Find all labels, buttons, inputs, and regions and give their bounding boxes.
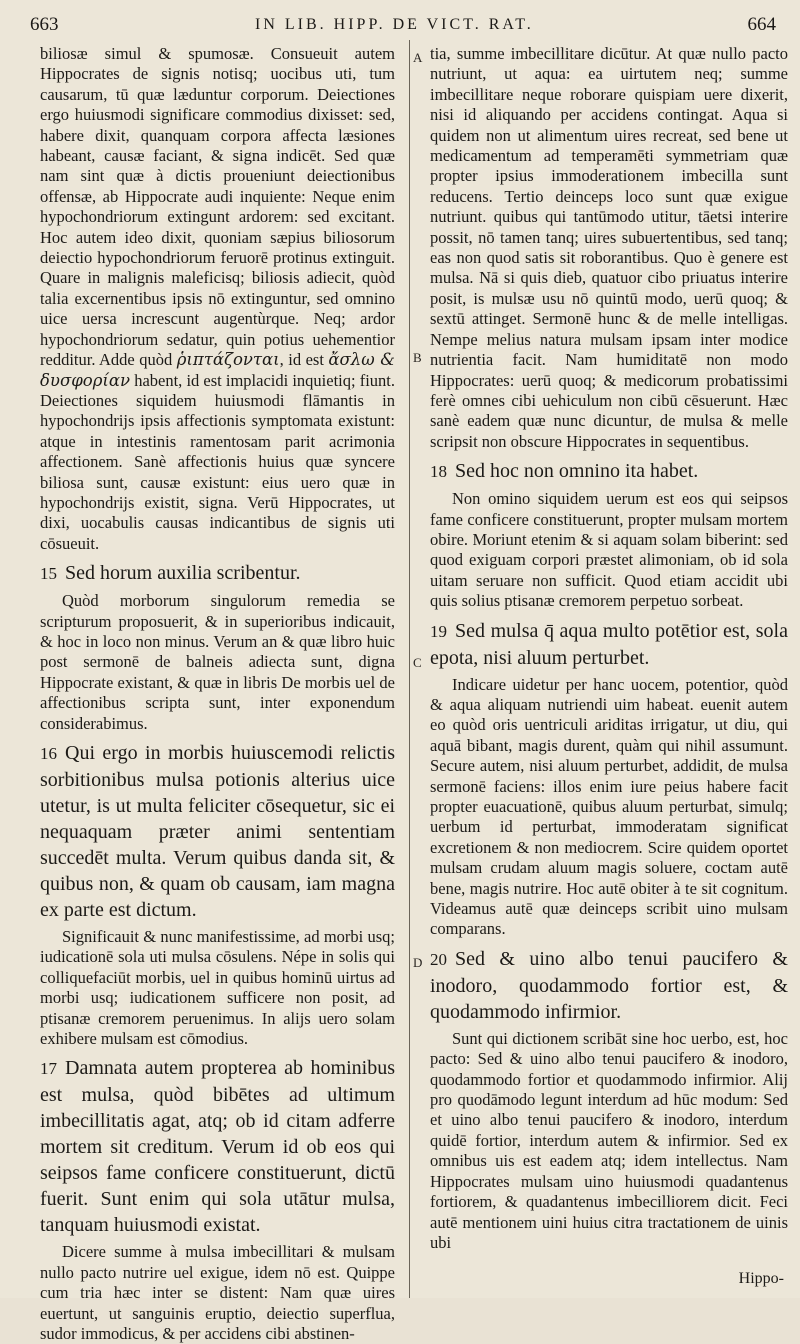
lemma-17 [40,1055,395,1238]
commentary-paragraph: Significauit & nunc manifestissime, ad morbi usq; iudicationē sola uti mulsa cōsulens. Népe in solis qui colliquefaciūt morbis, uel in quibus hominū uirtus ad morbi usq; iudicationem sufficere non posit, ad ptisanæ cremorem peruenimus. In alijs uero solam exhibere mulsam est cōmodius. [40,927,395,1049]
running-title: IN LIB. HIPP. DE VICT. RAT. [255,16,534,33]
column-divider [409,40,410,1298]
commentary-paragraph: Non omino siquidem uerum est eos qui seipsos fame conficere constituerunt, propter mulsam mortem obire. Moriunt etenim & si aquam solam biberint: sed quod exiguam corpori præstet alimoniam, ob id sola uitam seruare non sufficit. Quod etiam accidit ubi quis solius ptisanæ cremorem perpetuo sorbeat. [430,489,788,611]
commentary-paragraph: Dicere summe à mulsa imbecillitari & mulsam nullo pacto nutrire uel exigue, idem nō est. Quippe cum tria hæc inter se distent: Nam quæ uires euertunt, ut sanguinis eruptio, deiectio superflua, sudor immodicus, & per accidens cibi abstinen- [40,1242,395,1344]
commentary-paragraph: tia, summe imbecillitare dicūtur. At quæ nullo pacto nutriunt, ut aqua: ea uirtutem neq; summe imbecillitare neque roborare quispiam uere dixerit, nisi id aliquando per accidens contingat. Aqua si quidem non ut alimentum uires recreat, sed bene ut medicamentum ad temperamēti symmetriam quæ propter ipsius immoderationem imbecilla sunt reducens. Tertio deinceps loco sunt quæ exigue nutriunt. quibus qui tantūmodo utitur, tāetsi interire possit, nō tamen tanq; uires subuertentibus, sed tanq; eas non quod satis sit roborantibus. Quo è genere est mulsa. Nā si quis dieb, quatuor cibo priuatus interire posit, is mulsæ usu nō quintū modo, uerū quoq; & sextū attinget. Sermonē hunc & de melle intelligas. Nempe melius natura mulsam ipsam inter modice nutrientia facit. Nam humiditatē non modo Hippocrates: uerū quoq; & medicorum probatissimi ferè omnes cibi uehiculum non cibū cēsuerunt. Hæc sanè eadem quæ nunc dicuntur, de mulsa & melle scripsit non obscure Hippocrates in sequentibus. [430,44,788,451]
lemma-19 [430,618,788,671]
lemma-number: 19 [430,621,447,641]
commentary-paragraph: biliosæ simul & spumosæ. Consueuit autem Hippocrates de signis notisq; uocibus uti, tum causarum, tū quæ læduntur corporum. Deiectiones ergo huiusmodi significare commodius dixisset: sed, habere dixit, quanquam corpora affecta læsiones habeant, causæ faciant, & signa indicēt. Sed quæ nam sint quæ à dictis proueniunt deiectionibus offensæ, ab Hippocrate audi inquiente: Neque enim hypochondriorum extingunt ardorem: sed excitant. Hoc autem ideo dixit, quoniam sæpius biliosorum deiectio hypochondriorum feruorē protinus extinguit. Quare in malignis maleficisq; biliosis adiecit, quòd talia excernentibus ipsis nō extinguntur, sed omnino uice uersa increscunt augentùrque. Neq; ardor hypochondriorum sedatur, quin potius uehementior redditur. Adde quòd ῥιπτάζονται, id est ἄσλω & δυσφορίαν habent, id est implacidi inquietiq; fiunt. Deiectiones siquidem huiusmodi flāmantis in hypochondrijs ipsis affectionis symptomata existunt: atque in intestinis ramentosam parit acrimonia affectionem. Sanè affectionis huius quæ syncere biliosa sunt, causæ existunt: eius uero quæ in hypochondrijs existit, signa. Verū Hippocrates, ut dixi, uocabulis causas indicantibus de signis uti cōsueuit. [40,44,395,553]
commentary-paragraph: Indicare uidetur per hanc uocem, potentior, quòd & aqua aliquam nutriendi uim habeat. euenit autem eo quòd oris uentriculi ariditas irrigatur, ut diu, qui aquā bibant, magis durent, quàm qui nihil assumunt. Secure autem, nisi aluum perturbet, addidit, de mulsa sermonē faciens: illos enim iure peius habere facit propter euacuationē, quibus aluum perturbat, simulq; uerbum id perturbat, immoderatam significat excretionem & non mediocrem. Scire quidem oportet mulsam crudam aluum magis soluere, coctam autē bene, magis nutrire. Hoc autē obiter à te sit cognitum. Videamus autē quæ deinceps scribit uino mulsam comparans. [430,674,788,939]
lemma-text: Sed hoc non omnino ita habet. [455,460,699,483]
catchword: Hippo- [738,1270,784,1287]
margin-letter-b: B [413,350,422,365]
lemma-text: Sed horum auxilia scribentur. [65,562,301,585]
lemma-16 [40,740,395,923]
lemma-number: 17 [40,1059,57,1079]
lemma-20 [430,946,788,1025]
lemma-15 [40,560,395,587]
left-column [40,44,395,1344]
running-header [30,14,786,40]
lemma-number: 18 [430,462,447,482]
lemma-18 [430,458,788,485]
lemma-text: Qui ergo in morbis huiuscemodi relictis sorbitionibus mulsa potionis alterius uice utetur, is ut multa feliciter cōsequetur, sic ei nequaquam præter animi sententiam succedēt multa. Verum quibus danda sit, & quibus non, & quam ob causam, iam magna ex parte est dictum. [40,742,395,921]
right-column [430,44,788,1253]
lemma-number: 15 [40,564,57,584]
lemma-text: Sed & uino albo tenui paucifero & inodoro, quodammodo fortior est, & quodammodo infirmior. [430,947,788,1023]
margin-letter-c: C [413,655,422,670]
commentary-paragraph: Sunt qui dictionem scribāt sine hoc uerbo, est, hoc pacto: Sed & uino albo tenui paucifero & inodoro, quodammodo fortior et quodammodo infirmior. Alij pro quodāmodo legunt interdum ad hūc modum: Sed et uino albo tenui paucifero & inodoro, interdum quidē fortior, interdum autem & infirmior. Sed ex omnibus uis est eadem atq; idem intellectus. Nam Hippocrates mulsam uino huiusmodi quadantenus fortiorem, & quadantenus imbecilliorem dicit. Feci autē mentionem uini huius citra tractationem de uinis ubi [430,1028,788,1252]
margin-letter-a: A [413,50,423,65]
greek-term: ῥιπτάζονται [176,350,280,370]
lemma-text: Sed mulsa q̄ aqua multo potētior est, sola epota, nisi aluum perturbet. [430,619,788,669]
page-number-right: 664 [747,14,776,35]
lemma-number: 16 [40,744,57,763]
commentary-paragraph: Quòd morborum singulorum remedia se scripturum proposuerit, & in superioribus indicauit, & hoc in loco non minus. Verum an & quæ libro huic post sermonē de balneis adiecta sunt, digna Hippocrate existant, & quæ in libris De morbis uel de affectionibus scripta sunt, inter exponendum considerabimus. [40,591,395,733]
greek-term: ἄσλω & δυσφορίαν [40,350,395,390]
margin-letter-d: D [413,955,423,970]
page-number-left: 663 [30,14,59,35]
lemma-text: Damnata autem propterea ab hominibus est mulsa, quòd bibētes ad ultimum imbecillitatis agat, atq; ob id citam adferre mortem sit creditum. Verum id ob eos qui seipsos fame conficere constituerunt, dictū fuerit. Sunt enim qui sola utātur mulsa, tanquam huiusmodi existat. [40,1057,395,1237]
lemma-number: 20 [430,949,447,969]
